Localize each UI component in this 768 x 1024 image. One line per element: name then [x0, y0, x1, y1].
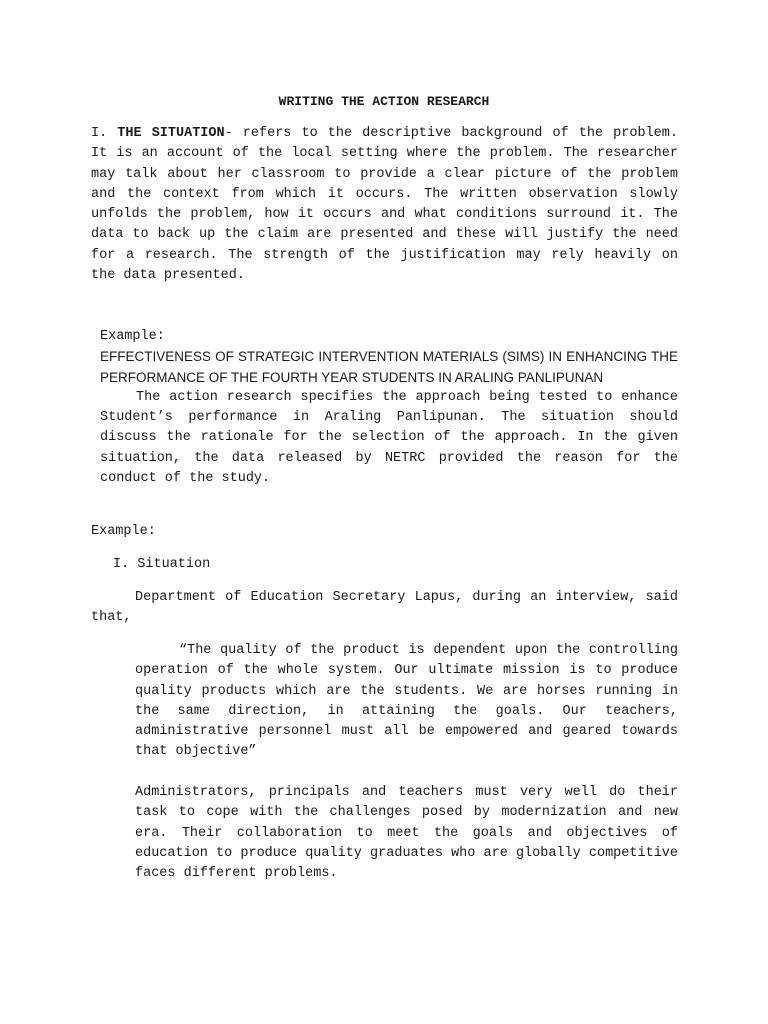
section-heading: THE SITUATION	[117, 126, 225, 141]
situation-paragraph	[91, 124, 678, 286]
administrators-paragraph: Administrators, principals and teachers must very well do their task to cope with the challenges posed by modernization and new era. Their collaboration to meet the goals and objectives of education to produce quality graduates who are globally competitive faces different problems.	[135, 785, 678, 882]
document-title: WRITING THE ACTION RESEARCH	[278, 94, 490, 109]
secretary-intro-paragraph: Department of Education Secretary Lapus, during an interview, said that,	[91, 590, 678, 626]
section-number: I.	[91, 126, 118, 141]
example-one-block	[100, 327, 678, 489]
example-body: The action research specifies the approach being tested to enhance Student’s performance in Araling Panlipunan. The situation should discuss the rationale for the selection of the approach. In the given situation, the data released by NETRC provided the reason for the conduct of the study.	[100, 389, 678, 487]
situation-subheading: I. Situation	[113, 557, 211, 572]
example-two-label: Example:	[91, 524, 156, 539]
situation-text: - refers to the descriptive background of the problem. It is an account of the local setting where the problem. The researcher may talk about her classroom to provide a clear picture of the problem and the context from which it occurs. The written observation slowly unfolds the problem, how it occurs and what conditions surround it. The data to back up the claim are presented and these will justify the need for a research. The strength of the justification may rely heavily on the data presented.	[91, 126, 678, 284]
example-label: Example:	[100, 329, 165, 344]
secretary-quote: “The quality of the product is dependent upon the controlling operation of the whole system. Our ultimate mission is to produce quality products which are the students. We are horses running in the same direction, in attaining the goals. Our teachers, administrative personnel must all be empowered and geared towards that objective”	[135, 643, 678, 760]
example-title: EFFECTIVENESS OF STRATEGIC INTERVENTION MATERIALS (SIMS) IN ENHANCING THE PERFORMANCE OF THE FOURTH YEAR STUDENTS IN ARALING PANLIPUNAN	[100, 349, 678, 385]
